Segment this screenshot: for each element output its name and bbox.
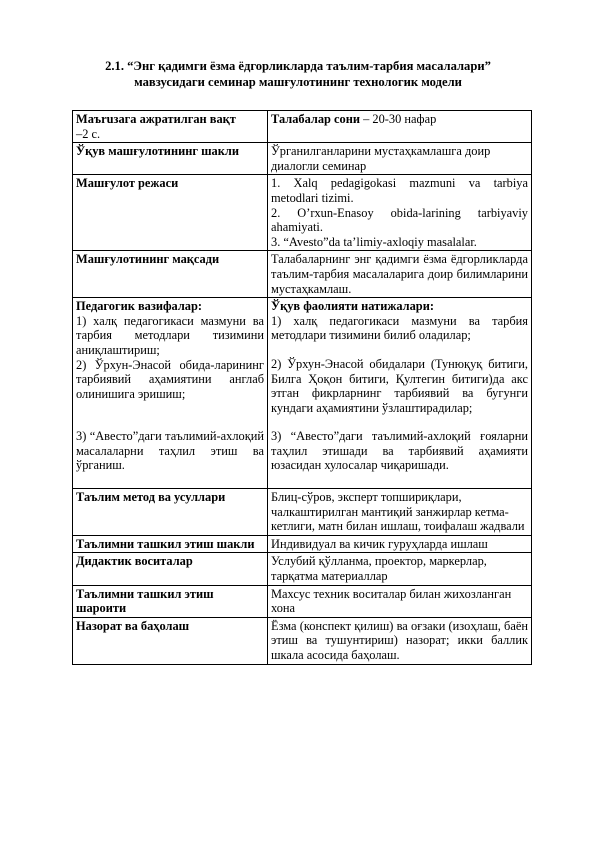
- row-goal: [73, 251, 532, 298]
- learning-outcome-1: 1) халқ педагогикаси мазмуни ва тарбия методлари тизимини билиб оладилар;: [271, 313, 528, 343]
- form-value: Ўрганилганларини мустаҳкамлашга доир диалогли семинар: [268, 143, 532, 175]
- methods-label: Таълим метод ва усуллари: [73, 489, 268, 536]
- organization-label: Таълимни ташкил этиш шакли: [73, 535, 268, 553]
- pedagogical-task-2: 2) Ўрхун-Энасой обида-ларининг тарбиявий аҳамиятини англаб олинишига эришиш;: [76, 357, 264, 401]
- time-label-suffix: –2 с.: [76, 126, 101, 141]
- assessment-value: Ёзма (конспект қилиш) ва оғзаки (изоҳлаш, баён этиш ва тушунтириш) назорат; икки баллик шкала асосида баҳолаш.: [268, 617, 532, 664]
- plan-item-3: 3. “Avesto”da ta’limiy-axloqiy masalalar.: [271, 234, 477, 249]
- row-conditions: [73, 585, 532, 617]
- time-value-cell: [268, 111, 532, 143]
- conditions-label: Таълимни ташкил этиш шароити: [73, 585, 268, 617]
- tools-value: Услубий қўлланма, проектор, маркерлар, тарқатма материаллар: [268, 553, 532, 585]
- pedagogical-task-1: 1) халқ педагогикаси мазмуни ва тарбия методлари тизимини аниқлаштириш;: [76, 313, 264, 357]
- tools-label: Дидактик воситалар: [73, 553, 268, 585]
- students-count-label: Талабалар сони: [271, 112, 361, 126]
- heading-line-2: мавзусидаги семинар машғулотининг технологик модели: [134, 75, 462, 89]
- students-count-value: – 20-30 нафар: [360, 112, 437, 126]
- pedagogical-tasks-title: Педагогик вазифалар:: [76, 299, 202, 314]
- technology-model-table: [72, 110, 532, 665]
- row-assessment: [73, 617, 532, 664]
- conditions-value: Махсус техник воситалар билан жихозланган хона: [268, 585, 532, 617]
- time-label: Маъruзага ажратилган вақт: [76, 112, 236, 126]
- time-label-cell: [73, 111, 268, 143]
- row-organization: [73, 535, 532, 553]
- learning-outcome-2: 2) Ўрхун-Энасой обидалари (Тунюқуқ битиги, Билга Ҳоқон битиги, Қултегин битиги)да акс этган фикрларнинг тарбиявий ва бугунги кундаги аҳамиятини ўзлаштирадилар;: [271, 356, 528, 415]
- row-form: [73, 143, 532, 175]
- plan-label: Машғулот режаси: [73, 175, 268, 251]
- goal-label: Машғулотининг мақсади: [73, 251, 268, 298]
- row-tools: [73, 553, 532, 585]
- row-tasks: [73, 298, 532, 489]
- pedagogical-task-3: 3) “Авесто”даги таълимий-ахлоқий масалаларни таҳлил этиш ва ўрганиш.: [76, 429, 264, 473]
- learning-outcomes-title: Ўқув фаолияти натижалари:: [271, 299, 434, 314]
- plan-value-cell: [268, 175, 532, 251]
- plan-item-1: 1. Xalq pedagigokasi mazmuni va tarbiya metodlari tizimi.: [271, 176, 528, 205]
- form-label: Ўқув машғулотининг шакли: [73, 143, 268, 175]
- row-methods: [73, 489, 532, 536]
- heading-line-1: 2.1. “Энг қадимги ёзма ёдгорликларда таълим-тарбия масалалари”: [105, 59, 491, 73]
- row-time: [73, 111, 532, 143]
- goal-value: Талабаларнинг энг қадимги ёзма ёдгорликларда таълим-тарбия масалаларига доир билимларини мустаҳкамлаш.: [268, 251, 532, 298]
- methods-value: Блиц-сўров, эксперт топшириқлари, чалкаштирилган мантиқий занжирлар кетма-кетлиги, матн билан ишлаш, тоифалаш жадвали: [268, 489, 532, 536]
- plan-item-2: 2. O’rxun-Enasoy obida-larining tarbiyaviy ahamiyati.: [271, 205, 528, 235]
- organization-value: Индивидуал ва кичик гуруҳларда ишлаш: [268, 535, 532, 553]
- row-plan: [73, 175, 532, 251]
- learning-outcome-3: 3) “Авесто”даги таълимий-ахлоқий ғояларни таҳлил этишади ва тарбиявий аҳамияти юзасидан хулосалар чиқаришади.: [271, 429, 528, 473]
- learning-outcomes-cell: [268, 298, 532, 489]
- assessment-label: Назорат ва баҳолаш: [73, 617, 268, 664]
- document-heading: [60, 58, 536, 90]
- pedagogical-tasks-cell: [73, 298, 268, 489]
